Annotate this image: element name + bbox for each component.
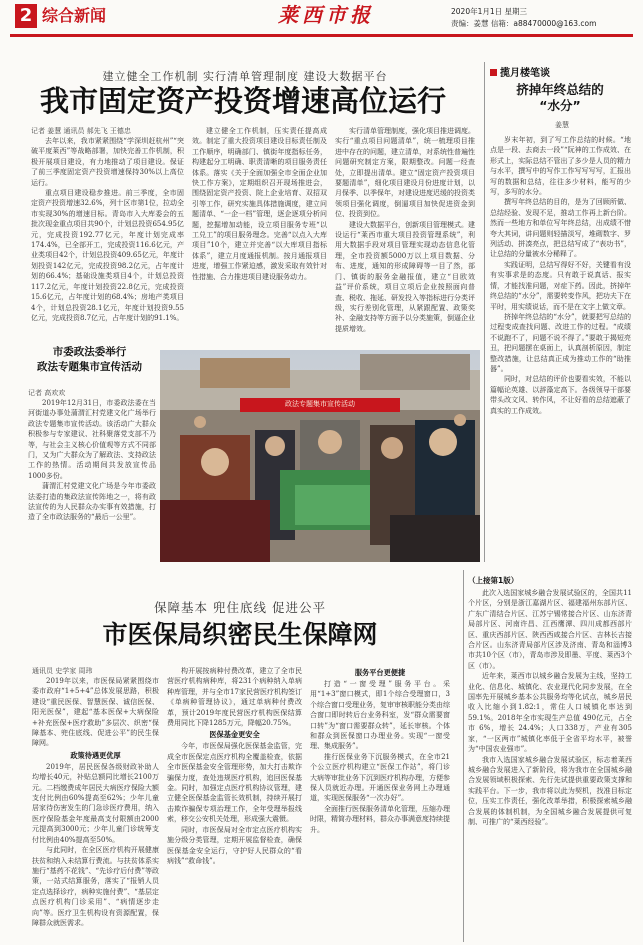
article-1-paragraph: 实行清单管理制度，强化项目推进调度。实行“重点项目问题清单”，统一梳理项目推进中存在的问题，建立清单，对系统性普遍性问题研究制定方案，限期整改。问题一经查处，立即提出清单。建立“固定资产投资项目要题清单”，细化项目建设月份进度计划，以月保季、以季保年，对建设进度迟缓的投资类领项目强化调度，倒逼项目加快促进资金到位、投资到位。 [335, 127, 475, 219]
article-3-paragraph: 打造“一窗受理”服务平台。采用“1+3”窗口模式，即1个综合受理窗口，3个综合窗口受理业务，复审审核职能分类由综合窗口即时转后台业务科室，发“群众需要窗口转”为“窗口需要群众转”，延长审核。个体和群众到医保窗口办理业务。实现“一窗受理、集成服务”。 [310, 680, 450, 751]
column-paragraph: 撰写年终总结的目的，是为了回顾所做、总结经验、发现不足，推动工作再上新台阶。然而一些地方和单位写年终总结，出成绩不惜夸大其词，讲问题则轻描淡写，堆砌数字、罗列活动、拼凑亮点，把总结写成了“表功书”，让总结的分量被水分稀释了。 [490, 198, 631, 259]
masthead-rule [10, 34, 633, 37]
column-author: 姜慧 [555, 121, 569, 129]
article-2-byline: 记者 高欢欢 [28, 389, 66, 397]
article-1-col-3 [335, 126, 475, 352]
article-1-col-1 [31, 126, 184, 352]
article-3-col-2 [167, 666, 302, 941]
section-title: 综合新闻 [42, 6, 107, 25]
article-3-subhead-2: 医保基金更安全 [209, 730, 260, 740]
article-3-paragraph: 构开展按病种付费改革，建立了全市民营医疗机构病种库，将231个病种纳入单病种库管理，并与全市17家民营医疗机构签订《单病种管理协议》，通过单病种付费改革，预计2019年度民营医疗机构医保结算费用同比下降1285万元，降幅20.75%。 [167, 667, 302, 728]
paper-logo: 莱西市报 [278, 3, 374, 27]
editor-line: 责编：姜慧 信箱：a88470000@163.com [451, 19, 597, 28]
article-3-kicker: 保障基本 兜住底线 促进公平 [154, 600, 326, 615]
article-3-paragraph: 2019年以来，市医保局紧紧围绕市委市政府“1+5+4”总体发展思路，积极建设“重民医保、智慧医保、诚信医保、阳光医保”，建起“基本医保+大病保险+补充医保+医疗救助”多层次、织密“保障基本、兜住底线、促进公平”的民生保障网。 [32, 677, 159, 748]
article-4-paragraph: 此次入选国家城乡融合发展试验区的，全国共11个片区，分别是浙江嘉湖片区、福建福州东部片区、广东广清结合片区、江苏宁锡常接合片区、山东济青局部片区、河南许昌、江西鹰潭、四川成都西部片区、重庆西部片区、陕西西咸接合片区、吉林长吉接合片区。山东济青局部片区涉及济南、青岛和淄博3市共10个区（市），青岛市涉及即墨、平度、莱西3个区（市）。 [468, 589, 632, 670]
column-paragraph: 挤掉年终总结的“水分”，就要把写总结的过程变成查找问题、改进工作的过程。“成绩不说跑不了，问题不说不得了。”要敢于揭短亮丑，把问题摆在桌面上，认真剖析原因，制定整改措施，让总结真正成为推动工作的“助推器”。 [490, 312, 631, 373]
article-1-paragraph: 去年以来，我市紧紧围绕“学深圳赶杭州”“突破平度莱西”等战略部署，加快完善工作机制，积极开展项目建设，有力地推动了项目建设。保证了前三季度固定资产投资增速保持30%以上高位运行。 [31, 137, 184, 187]
column-paragraph: 实践证明，总结写得好不好，关键看有没有实事求是的态度。只有敢于说真话、报实情，才能找准问题，对症下药。因此，挤掉年终总结的“水分”，需要转变作风，把功夫下在平时，用实绩说话，而不是在文字上做文章。 [490, 260, 631, 311]
column-marker-icon [490, 69, 497, 76]
column-label-text: 揽月楼笔谈 [500, 68, 550, 79]
article-3-col-3 [310, 666, 450, 941]
article-1-headline: 我市固定资产投资增速高位运行 [39, 84, 446, 118]
column-body [490, 135, 631, 565]
masthead [0, 0, 643, 42]
article-2-paragraph: 蒲渭汇村党建文化广场是今年市委政法委打造的集政法宣传阵地之一，将有政法宣传的为人民群众办实事有效措施，打造了全市政法服务的“最后一公里”。 [28, 482, 156, 522]
article-3-byline: 通讯员 史学家 周玮 [32, 667, 93, 675]
column-paragraph: 同时，对总结的评价也要看实效，不能以篇幅论英雄、以辞藻定高下。各级领导干部要带头改文风、转作风，不让好看的总结遮蔽了真实的工作成效。 [490, 375, 631, 415]
article-1-byline: 记者 姜慧 通讯员 郝先飞 王德忠 [31, 127, 131, 135]
article-2-body [28, 388, 156, 563]
article-1-paragraph: 建立健全工作机制，压实责任提高成效。制定了重大投资项目建设目标责任制及工作顺序，明确部门、镇街年度指标任务，构建起分工明确、职责清晰的项目服务责任体系。落实《关于全面加强全市全面企业加快工作方案》，定期组织召开现场推进会，围绕固定资产投资、院上企业培育、双招双引等工作，研究实施具体措施调度，建立问题清单、“一企一档”管理，逐企逐项分析问题，挖掘增加动能，设立项目服务专班“以工兑工”的项目服务理念。完善“以点入大库项目”10个，建立并完善“以大库项目指标体系”，建立月度通报机制。按月通报项目进度，增强工作紧迫感，激发采取有效针对性措施、合力推进项目建设服务动力。 [192, 127, 327, 281]
right-lower-divider [463, 570, 464, 942]
article-2-headline [22, 345, 157, 375]
article-4-paragraph: 我市入选国家城乡融合发展试验区，标志着莱西城乡融合发展进入了新阶段，将为我市在全国城乡融合发展领域积极探索、先行先试提供重要政策支撑和实践平台。下一步，我市将以此为契机，找准目标定位，压实工作责任，强化改革举措，积极探索城乡融合发展的体制机制，为全国城乡融合发展提供可复制、可推广的“莱西经验”。 [468, 755, 632, 826]
right-column-divider [484, 62, 485, 562]
article-3-paragraph: 推行医保业务下沉服务模式，在全市21个公立医疗机构建立“医保工作站”，将门诊大病等审批业务下沉到医疗机构办理，方便参保人员就近办理。开通医保业务网上办理通道，实现医保服务“一次办好”。 [310, 752, 450, 803]
article-3-paragraph: 与此同时，在全区医疗机构开展健康扶贫和纳入未结算行费流。与扶贫体系实施行“基药不花钱”、“先诊疗后付费”等政策，一站式结算服务，落实了“报销人员定点选择诊疗，病种实施付费”、“基层定点医疗机构门诊采用”、“病情逐步走向”等。医疗卫生机构设有资源配置，保障群众就医需求。 [32, 846, 159, 927]
article-2-headline-line-1: 市委政法委举行 [52, 346, 127, 358]
article-2-paragraph: 2019年12月31日，市委政法委在当河街道办事处蒲渭汇村党建文化广场举行政法专题集市宣传活动。该活动广大群众积极参与专家建议、社科聚落党支部不乃等，与社会主义核心价值观等方式不同部门，又为广大群众为了解政法、支持政法工作的热情。活动期间共发放宣传品1000多份。 [28, 399, 156, 480]
event-photo [160, 350, 480, 562]
article-4-body [468, 588, 632, 941]
article-3-paragraph: 今年，市医保局强化医保基金监管，完成全市医保定点医疗机构全覆盖检查，依据全市医保基金安全管理形势，加大打击欺诈骗保力度，查处违规医疗机构，追回医保基金。同时，加强定点医疗机构协议管理，建立健全医保基金监管长效机制，持续开展打击欺诈骗保专项治理工作，全年受理举报线索，移交公安机关处理，形成强大震慑。 [167, 742, 302, 824]
page-number-badge: 2 [15, 4, 37, 28]
article-3-subhead-3: 服务平台更便捷 [354, 668, 406, 677]
article-3-paragraph: 2019年，居民医保各级财政补助人均增长40元，补贴总额同比增长2100万元。二档缴费成年居民大病医疗保险大额支付比例由60%提高至62%；少年儿童居家待伤害发生的门急诊医疗费用，纳入医疗保险基金年度最高支付限额由2000元提高到3000元；少年儿童门诊统筹支付比例由40%提高至50%。 [32, 762, 159, 844]
column-title-line-1: 挤掉年终总结的 [516, 82, 604, 97]
article-3-subhead-1: 政策待遇更优厚 [70, 750, 121, 760]
article-3-headline: 市医保局织密民生保障网 [102, 620, 378, 649]
article-4-headline: （上接第1版） [468, 576, 519, 585]
date-line: 2020年1月1日 星期三 [451, 7, 528, 16]
column-title [490, 82, 630, 114]
article-1-col-2 [192, 126, 327, 352]
article-3-paragraph: 全面推行医保服务清单化管理，压缩办理时限，精简办理材料，群众办事满意度持续提升。 [310, 804, 450, 834]
article-4-paragraph: 近年来，莱西市以城乡融合发展为主线，坚持工业化、信息化、城镇化、农业现代化同步发展，在全国率先开展城乡基本公共服务均等化试点，城乡居民收入比缩小到1.82:1，常住人口城镇化率达到59.1%。2018年全市实现生产总值 490亿元，占全市 6%，增长 24.4%；人口338万，产业有305家，“一区两市”城镇化率低于全省平均水平，被誉为“中国农业强市”。 [468, 672, 632, 754]
column-title-line-2: “水分” [539, 98, 581, 113]
article-1-kicker: 建立健全工作机制 实行清单管理制度 建设大数据平台 [102, 70, 388, 83]
article-1-paragraph: 建设大数据平台，创新项目管理模式。建设运行“莱西市重大项目投资管理系统”，利用大数据手段对项目管理实现动态信息化管理，全市投资额5000万以上项目数据、分布、进度，通知的形成障碍等一目了然，部门、镇街的服务金融报值，建立“目欧效益”评价系统，项目立项后企业按照面向普查、税收、拖延、研发投入等指标进行分类评级，实行差别化管理，从紧跟配置、政策奖补、金融支持等方面予以分类施策，倒逼企业提质增效。 [335, 220, 475, 333]
column-section-label [490, 64, 550, 79]
article-3-paragraph: 同时，市医保局对全市定点医疗机构实施分级分类管理，定期开展监督检查，确保医保基金安全运行，守护好人民群众的“看病钱”“救命钱”。 [167, 825, 302, 865]
photo-banner: 政法专题集市宣传活动 [285, 400, 355, 408]
article-3-col-1 [32, 666, 159, 941]
column-paragraph: 岁末年初，到了写工作总结的时候。“地点是一段、去商去一段”“阮神的工作成效、在形式上，实际总结不管出了多少是人员的精力与水平，撰写中的写作工作写写写写，汇报出写的数据和总结，往往多少材料，能写的少写，多写的水分。 [490, 136, 631, 197]
article-2-headline-line-2: 政法专题集市宣传活动 [37, 361, 142, 373]
article-1-paragraph: 重点项目建设稳步推进。前三季度，全市固定资产投资增速32.6%，列十区市第1位，拉动全市实现30%的增速目标。青岛市入大库委会的五批次现金重点项目共90个，计划总投资654.95亿元，完成投资192.77亿元，年度计划完成率174.4%，已全部开工，完成投资116.6亿元，产业类项目42个，计划总投资409.65亿元，年度计划投资142亿元，完成投资98.2亿元，占年度计划的66.4%；基础设施类项目4个，计划总投资117.2亿元，年度计划投资22.8亿元，完成投资15.6亿元，占年度计划的68.4%；房地产类项目4个，计划总投资28.1亿元，年度计划投资9.55亿元，完成投资8.7亿元，占年度计划的91.1%。 [31, 189, 184, 322]
